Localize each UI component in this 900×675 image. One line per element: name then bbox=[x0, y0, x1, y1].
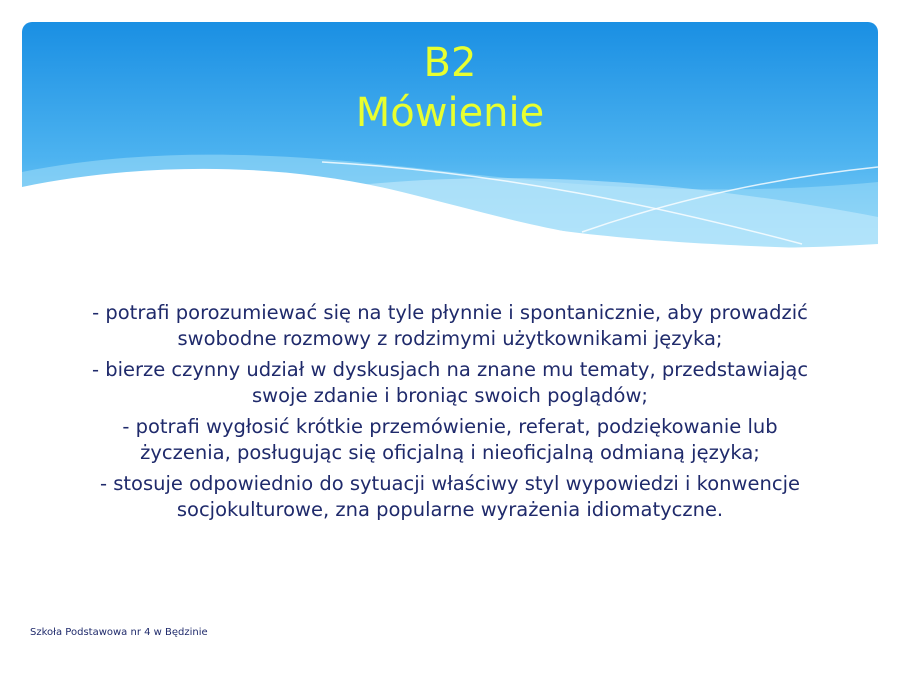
bullet-list bbox=[80, 300, 820, 528]
bullet-item-3: - potrafi wygłosić krótkie przemówienie, referat, podziękowanie lub życzenia, posługując się oficjalną i nieoficjalną odmianą języka; bbox=[122, 415, 778, 464]
bullet-item-2: - bierze czynny udział w dyskusjach na znane mu tematy, przedstawiając swoje zdanie i broniąc swoich poglądów; bbox=[91, 358, 809, 407]
bullet-item-1: - potrafi porozumiewać się na tyle płynnie i spontanicznie, aby prowadzić swobodne rozmowy z rodzimymi użytkownikami języka; bbox=[92, 301, 808, 350]
slide-title bbox=[22, 38, 878, 138]
title-level: B2 bbox=[423, 40, 477, 86]
title-skill: Mówienie bbox=[355, 90, 545, 136]
footer-text: Szkoła Podstawowa nr 4 w Będzinie bbox=[30, 627, 208, 638]
bullet-item-4: - stosuje odpowiednio do sytuacji właściwy styl wypowiedzi i konwencje socjokulturowe, zna popularne wyrażenia idiomatyczne. bbox=[99, 472, 800, 521]
